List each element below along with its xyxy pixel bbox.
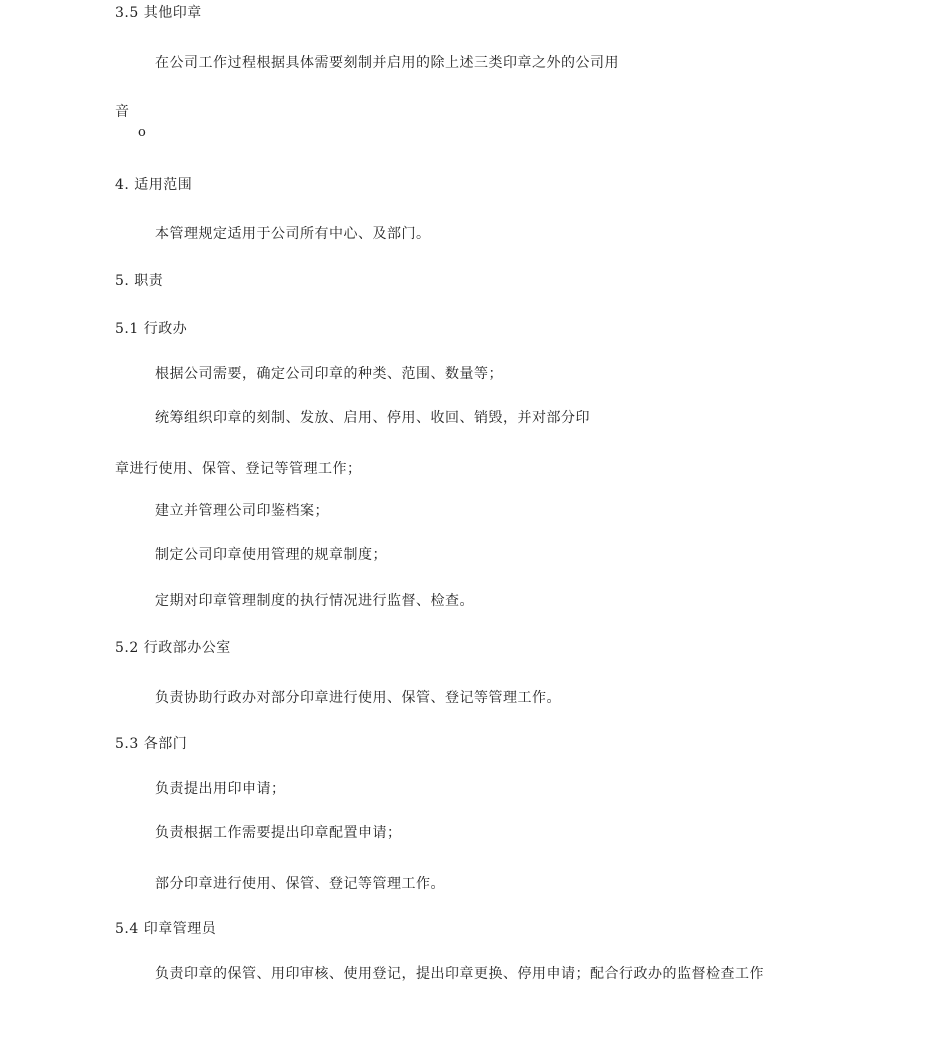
paragraph: 负责根据工作需要提出印章配置申请； <box>155 825 402 841</box>
section-heading-3-5: 3.5 其他印章 <box>115 5 202 21</box>
section-heading-4: 4. 适用范围 <box>115 177 193 193</box>
paragraph: 制定公司印章使用管理的规章制度； <box>155 547 387 563</box>
paragraph: 负责提出用印申请； <box>155 781 286 797</box>
paragraph: 在公司工作过程根据具体需要刻制并启用的除上述三类印章之外的公司用 <box>155 55 619 71</box>
section-heading-5-1: 5.1 行政办 <box>115 321 188 337</box>
paragraph: 负责协助行政办对部分印章进行使用、保管、登记等管理工作。 <box>155 690 561 706</box>
paragraph: 建立并管理公司印鉴档案； <box>155 503 329 519</box>
paragraph: 部分印章进行使用、保管、登记等管理工作。 <box>155 876 445 892</box>
paragraph-continuation: 章进行使用、保管、登记等管理工作； <box>115 461 362 477</box>
paragraph: 根据公司需要，确定公司印章的种类、范围、数量等； <box>155 366 503 382</box>
section-heading-5-2: 5.2 行政部办公室 <box>115 640 231 656</box>
paragraph-continuation: 音 <box>115 104 130 120</box>
section-heading-5-3: 5.3 各部门 <box>115 736 188 752</box>
paragraph: 负责印章的保管、用印审核、使用登记，提出印章更换、停用申请；配合行政办的监督检查工作 <box>155 966 764 982</box>
section-heading-5-4: 5.4 印章管理员 <box>115 921 217 937</box>
paragraph: 统筹组织印章的刻制、发放、启用、停用、收回、销毁，并对部分印 <box>155 410 590 426</box>
stray-mark: o <box>138 125 147 140</box>
paragraph: 本管理规定适用于公司所有中心、及部门。 <box>155 226 431 242</box>
paragraph: 定期对印章管理制度的执行情况进行监督、检查。 <box>155 593 474 609</box>
section-heading-5: 5. 职责 <box>115 273 164 289</box>
